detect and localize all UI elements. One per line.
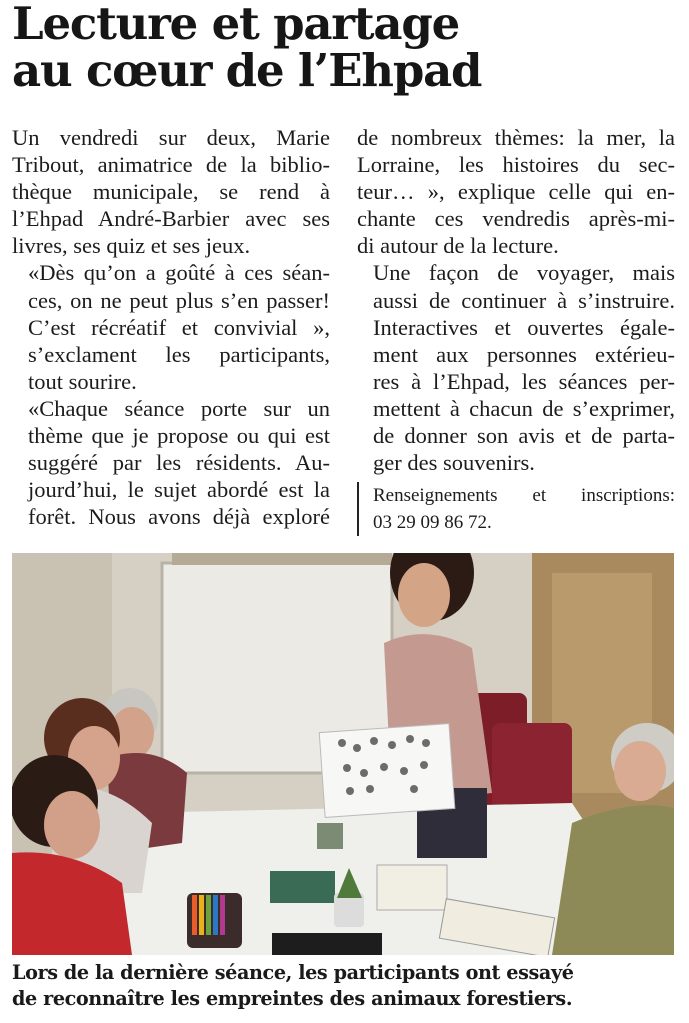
text-line: «Dès qu’on a goûté à ces séan- — [28, 260, 330, 286]
text-line: forêt. Nous avons déjà exploré — [28, 504, 330, 530]
phone-number: 03 29 09 86 72. — [373, 512, 492, 534]
article-title — [12, 0, 682, 97]
photo-face — [614, 741, 666, 801]
text-line: di autour de la lecture. — [357, 233, 559, 259]
caption-line: Lors de la dernière séance, les participants ont essayé — [12, 961, 574, 984]
text-line: s’exclament les participants, — [28, 341, 330, 367]
text-line: de nombreux thèmes: la mer, la — [357, 125, 675, 150]
photo-black-book — [272, 933, 382, 955]
left-column — [12, 124, 330, 530]
text-line: chante ces vendredis après-mi- — [357, 206, 675, 232]
text-line: Interactives et ouvertes égale- — [373, 314, 675, 340]
text-line: ces, on ne peut plus s’en passer! — [28, 287, 330, 313]
photo-board-rail — [172, 553, 392, 565]
text-line: teur… », explique celle qui en- — [357, 179, 675, 205]
title-line: Lecture et partage — [12, 0, 460, 50]
photo-footprint-sheet — [319, 724, 455, 818]
paragraph-themes-continued — [357, 124, 675, 259]
photo-book — [377, 865, 447, 910]
text-line: suggéré par les résidents. Au- — [28, 450, 330, 476]
text-line: thèque municipale, se rend à — [12, 179, 330, 205]
text-line: jourd’hui, le sujet abordé est la — [28, 477, 330, 503]
text-line: livres, ses quiz et ses jeux. — [12, 233, 251, 259]
text-line: Une façon de voyager, mais — [373, 260, 675, 286]
text-line: «Chaque séance porte sur un — [28, 395, 330, 421]
photo-caption — [12, 960, 682, 1012]
paragraph-quote — [12, 259, 330, 394]
photo-illustration — [12, 553, 674, 955]
photo-face — [44, 791, 100, 859]
text-line: ger des souvenirs. — [373, 450, 535, 476]
caption-line: de reconnaître les empreintes des animaux forestiers. — [12, 987, 573, 1010]
photo-pencil-stripes — [192, 895, 225, 935]
text-line: C’est récréatif et convivial », — [28, 314, 330, 340]
right-column — [357, 124, 675, 536]
text-line: mettent à chacun de s’exprimer, — [373, 395, 675, 421]
text-line: aussi de continuer à s’instruire. — [373, 287, 675, 313]
contact-info — [357, 482, 675, 536]
photo-plant — [317, 823, 343, 849]
photo-face — [398, 563, 450, 627]
text-line: Un vendredi sur deux, Marie — [12, 125, 330, 150]
text-line: tout sourire. — [28, 368, 137, 394]
text-line: Tribout, animatrice de la biblio- — [12, 152, 330, 178]
article-photo — [12, 553, 674, 955]
text-line: l’Ehpad André-Barbier avec ses — [12, 206, 330, 232]
photo-plant-pot — [334, 893, 364, 927]
text-line: ment aux personnes extérieu- — [373, 341, 675, 367]
info-label: Renseignements et inscriptions: — [373, 485, 675, 507]
text-line: de donner son avis et de parta- — [373, 423, 675, 449]
paragraph-intro — [12, 124, 330, 259]
text-line: thème que je propose ou qui est — [28, 423, 330, 449]
text-line: Lorraine, les histoires du sec- — [357, 152, 675, 178]
title-line: au cœur de l’Ehpad — [12, 44, 482, 97]
text-line: res à l’Ehpad, les séances per- — [373, 368, 675, 394]
paragraph-voyage — [357, 259, 675, 476]
paragraph-theme — [12, 395, 330, 530]
photo-book — [270, 871, 335, 903]
